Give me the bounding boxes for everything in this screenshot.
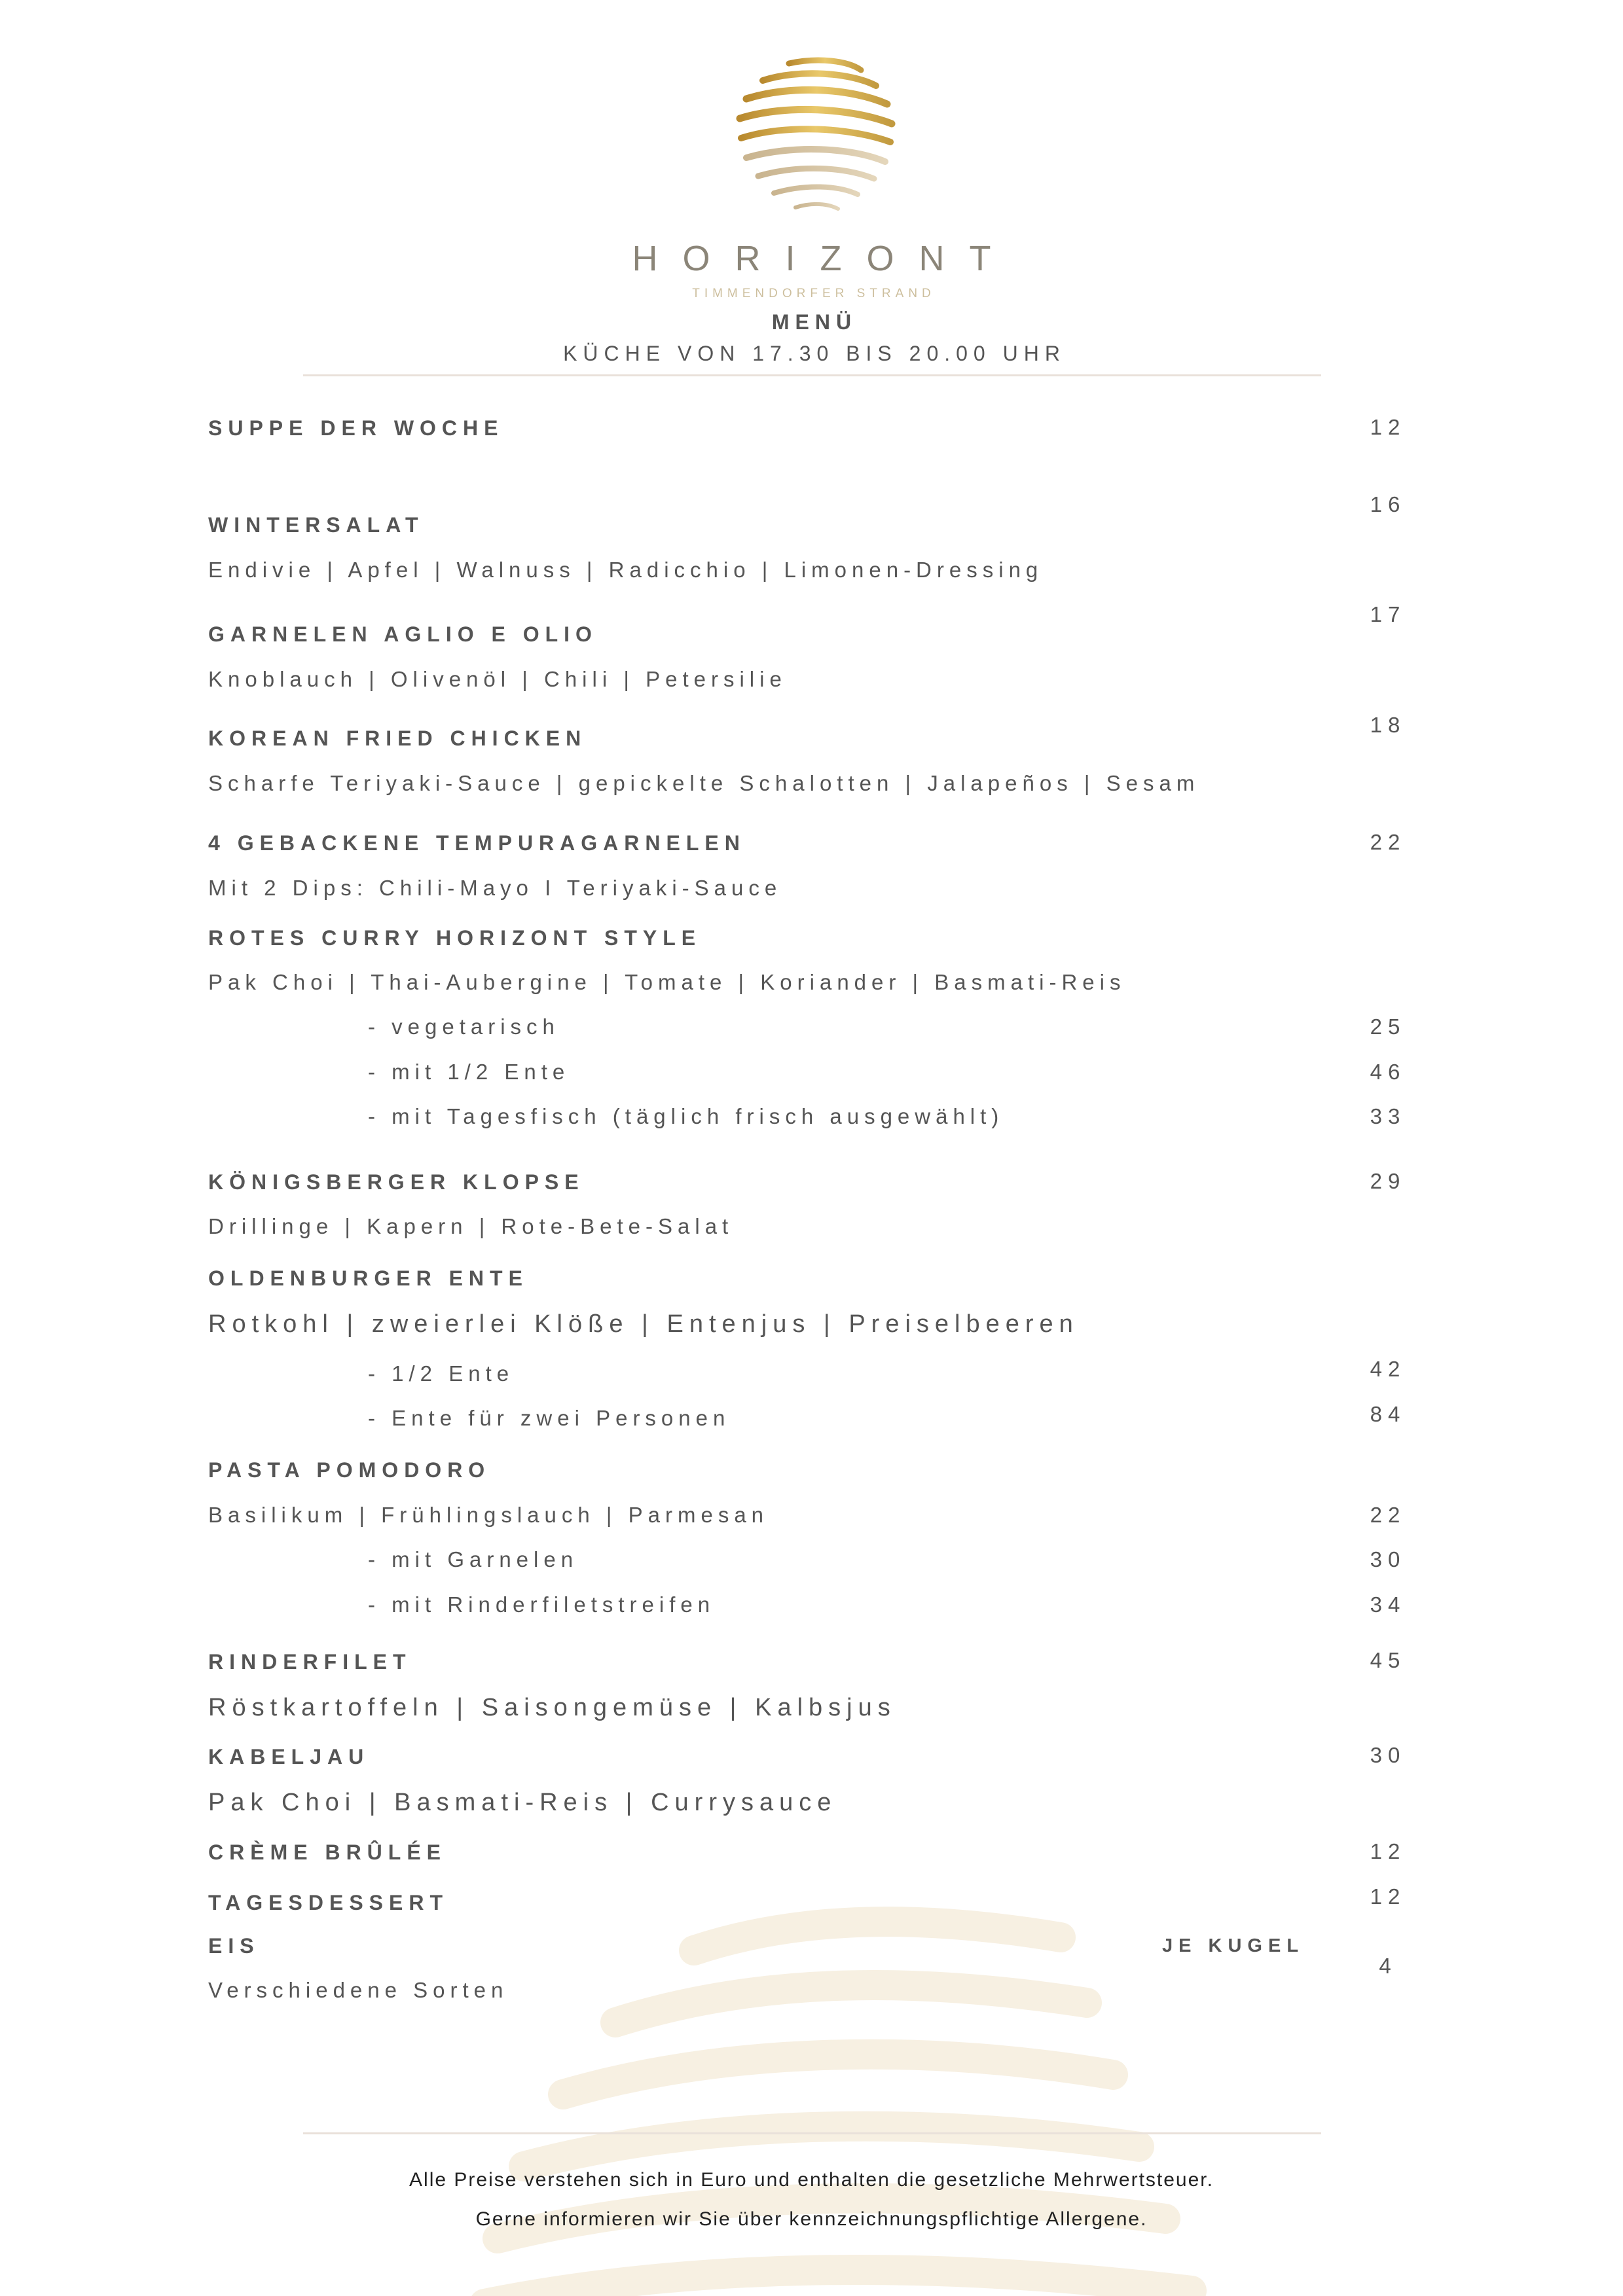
footer-line-1: Alle Preise verstehen sich in Euro und enthalten die gesetzliche Mehrwertsteuer.: [409, 2169, 1214, 2191]
item-name-curry: ROTES CURRY HORIZONT STYLE: [208, 926, 702, 950]
item-name-tempura: 4 GEBACKENE TEMPURAGARNELEN: [208, 831, 746, 855]
item-price-chicken: 18: [1370, 713, 1406, 737]
item-desc-curry: Pak Choi | Thai-Aubergine | Tomate | Koriander | Basmati-Reis: [208, 970, 1126, 994]
menu-title: MENÜ: [771, 310, 858, 334]
item-name-klopse: KÖNIGSBERGER KLOPSE: [208, 1170, 585, 1194]
item-desc-ente: Rotkohl | zweierlei Klöße | Entenjus | Preiselbeeren: [208, 1310, 1079, 1338]
item-price-suppe: 12: [1370, 415, 1406, 439]
variant-label: - mit Garnelen: [368, 1547, 579, 1571]
header-divider: [303, 374, 1321, 376]
wave-watermark-icon: [419, 1898, 1270, 2296]
brand-name: HORIZONT: [632, 239, 1016, 278]
variant-price: 42: [1370, 1357, 1406, 1381]
item-name-suppe: SUPPE DER WOCHE: [208, 416, 504, 440]
variant-label: - mit Rinderfiletstreifen: [368, 1592, 716, 1617]
item-desc-rinderfilet: Röstkartoffeln | Saisongemüse | Kalbsjus: [208, 1694, 896, 1721]
item-price-kabeljau: 30: [1370, 1743, 1406, 1767]
footer-line-2: Gerne informieren wir Sie über kennzeichnungspflichtige Allergene.: [475, 2208, 1148, 2230]
item-unit-eis: JE KUGEL: [1162, 1935, 1305, 1956]
item-name-garnelen: GARNELEN AGLIO E OLIO: [208, 622, 598, 646]
variant-price: 46: [1370, 1060, 1406, 1084]
item-price-wintersalat: 16: [1370, 492, 1406, 516]
variant-price: 33: [1370, 1104, 1406, 1128]
item-name-pasta: PASTA POMODORO: [208, 1458, 491, 1482]
variant-label: - 1/2 Ente: [368, 1361, 515, 1386]
item-price-garnelen: 17: [1370, 602, 1406, 626]
variant-label: - mit Tagesfisch (täglich frisch ausgewählt): [368, 1104, 1004, 1128]
item-name-chicken: KOREAN FRIED CHICKEN: [208, 726, 587, 750]
item-name-eis: EIS: [208, 1934, 260, 1958]
item-desc-klopse: Drillinge | Kapern | Rote-Bete-Salat: [208, 1214, 734, 1238]
item-desc-chicken: Scharfe Teriyaki-Sauce | gepickelte Schalotten | Jalapeños | Sesam: [208, 771, 1200, 795]
item-name-kabeljau: KABELJAU: [208, 1745, 370, 1768]
variant-label: - mit 1/2 Ente: [368, 1060, 570, 1084]
variant-price: 34: [1370, 1592, 1406, 1617]
variant-price: 84: [1370, 1402, 1406, 1426]
item-desc-garnelen: Knoblauch | Olivenöl | Chili | Petersilie: [208, 667, 787, 691]
item-desc-wintersalat: Endivie | Apfel | Walnuss | Radicchio | Limonen-Dressing: [208, 558, 1044, 582]
golden-waves-sphere-logo-icon: [727, 56, 897, 216]
variant-price: 30: [1370, 1547, 1406, 1571]
item-name-wintersalat: WINTERSALAT: [208, 513, 424, 537]
item-desc-tempura: Mit 2 Dips: Chili-Mayo I Teriyaki-Sauce: [208, 876, 782, 900]
item-name-tagesdessert: TAGESDESSERT: [208, 1891, 448, 1914]
item-desc-pasta: Basilikum | Frühlingslauch | Parmesan: [208, 1503, 769, 1527]
item-price-klopse: 29: [1370, 1169, 1406, 1193]
variant-label: - Ente für zwei Personen: [368, 1406, 731, 1430]
item-desc-kabeljau: Pak Choi | Basmati-Reis | Currysauce: [208, 1789, 837, 1816]
item-price-pasta: 22: [1370, 1503, 1406, 1527]
brand-subtitle: TIMMENDORFER STRAND: [692, 287, 936, 300]
item-name-rinderfilet: RINDERFILET: [208, 1650, 412, 1674]
kitchen-hours: KÜCHE VON 17.30 BIS 20.00 UHR: [563, 342, 1066, 365]
item-price-eis: 4: [1379, 1954, 1397, 1978]
item-price-tagesdessert: 12: [1370, 1884, 1406, 1909]
variant-label: - vegetarisch: [368, 1014, 560, 1039]
item-price-rinderfilet: 45: [1370, 1648, 1406, 1672]
item-name-creme: CRÈME BRÛLÉE: [208, 1840, 447, 1864]
item-name-ente: OLDENBURGER ENTE: [208, 1266, 528, 1290]
item-desc-eis: Verschiedene Sorten: [208, 1978, 509, 2002]
item-price-tempura: 22: [1370, 830, 1406, 854]
variant-price: 25: [1370, 1014, 1406, 1039]
footer-divider: [303, 2132, 1321, 2134]
item-price-creme: 12: [1370, 1839, 1406, 1863]
